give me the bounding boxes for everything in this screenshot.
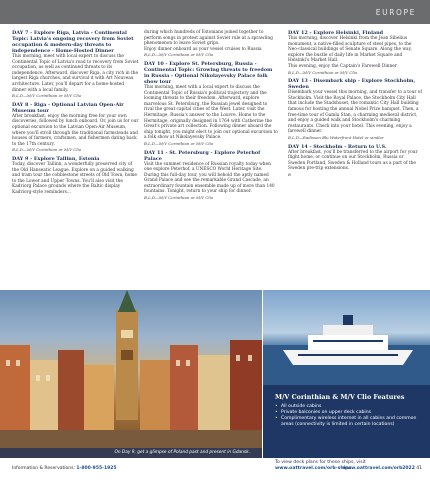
day-body: After breakfast, enjoy the morning free for your own discoveries, followed by lunch onboard. Or, join us for our optional excursion to the Latvian Open-Air Museum, where you'll stroll through the traditional farmsteads and houses of farmers, craftsmen, and fishermen dating back to the 17th century. [12,113,139,147]
footer-url[interactable]: www.oattravel.com/orb2022 [342,466,415,471]
day-body: Disembark your vessel this morning, and transfer to a tour of Stockholm. Visit the Royal Palace, the Stockholm City Hall that include the Stadshuset, the romantic City Hall building famous for hosting the annual Nobel Prize banquet. Then, a free-time tour of Gamla Stan, a charming medieval district, and enjoy a guided walk and Stockholm's charming restaurants. Check into your hotel. This evening, enjoy a farewell dinner. [288,90,422,135]
meals-note: B,L,D—M/V Corinthian or M/V Clio [12,93,82,99]
gdansk-photo [0,290,262,458]
meals-note: B,L,D—Radisson Blu Waterfront Hotel or similar [288,134,384,140]
day-body-note: Enjoy dinner onboard as your vessel cruises to Russia [144,46,262,52]
section-label: EUROPE [375,8,416,17]
reservations-phone[interactable]: 1-800-955-1925 [76,466,117,471]
feature-text: Private balconies on upper deck cabins [281,410,372,415]
meals-note: B,L,D—M/V Corinthian or M/V Clio [144,140,214,146]
promo-text: To view deck plans for these ships, visit [275,460,366,465]
day-title: DAY 12 - Explore Helsinki, Finland [288,30,384,36]
meals-note: B,L,D—M/V Corinthian or M/V Clio [288,69,358,75]
day-body: Today, discover Tallinn, a wonderfully preserved city of the Old Hanseatic League. Explore on a guided walking and tram tour the cobblestone streets of Old Town, home to the Lower and Upper Towns. You'll also visit the Kadriorg Palace grounds where the Baltic display Kadriorg-style reminders... [12,161,137,195]
meals-note: B,L,D—M/V Corinthian or M/V Clio [12,147,82,153]
day-title: DAY 9 - Explore Tallinn, Estonia [12,155,100,162]
footer-right [343,466,422,471]
photo-caption: On Day 9, get a glimpse of Poland past and present in Gdansk. [114,450,250,455]
features-title: M/V Corinthian & M/V Clio Features [275,393,405,401]
feature-text: All outside cabins [281,404,322,409]
reservations-info [12,466,116,471]
deck-plans-link[interactable]: www.oattravel.com/orb-ships [275,465,352,471]
ship-photo [263,290,430,385]
day-body: This morning, meet with local expert to discuss the Continental Topic of Latvia's road to recovery from Soviet occupation, as well as continued threats to its independence. Afterward, discover Riga, a city rich in the largest Riga churches, and survival it with Art Nouveau architecture. Later, you'll depart for a home-hosted dinner with a local family. [12,54,139,93]
page-footer [12,466,422,476]
meals-note: B [288,171,291,177]
meals-note: B,L,D—M/V Corinthian or M/V Clio [144,195,214,201]
day-body: Visit the summer residence of Russian royalty today when one explore Peterhof, a UNESCO World Heritage Site. During this full-day tour, you will behold the aptly named Grand Palace and see the remarkable Grand Cascade, an extraordinary fountain ensemble made up of more than 140 fountains. Tonight, return to your ship for dinner. [144,161,275,195]
ship-features-box [263,385,430,458]
photo-strip [0,290,430,458]
day-title: DAY 13 - Disembark ship - Explore Stockholm, Sweden [288,78,416,91]
gdansk-illustration [0,290,262,458]
photo-caption-bar [0,448,262,458]
day-title: DAY 11 - St. Petersburg - Explore Peterhof Palace [144,149,261,162]
itinerary-column-2 [144,30,278,203]
section-header-band [0,0,430,24]
day-body: This morning, meet with a local expert to discuss the Continental Topic of Russia's political trajectory and the looming threats to their freedom. Afterward, explore marvelous St. Petersburg, the Russian jewel designed to rival the great capital cities of the West. Later, visit the Hermitage, Russia's answer to the Louvre. Home to the Hermitage, originally designed in 1764 with Catherine the Great's private art collection. Following dinner aboard the ship tonight, you might elect to join our optional excursion to a folk show at Nikolayevsky Palace. [144,84,278,141]
day-body: After breakfast, you'll be transferred to the airport for your flight home, or continue on our Stockholm, Russia or Sweden Portland, Sweden & Holland tours as a part of the Sweden pre-trip extensions. [288,149,418,172]
day-body: during which hundreds of Estonians joined together to perform songs in protest against Soviet rule at a sprawling phenomenon to leave Soviet grips. [144,30,273,47]
feature-text: Complimentary wireless internet in all cabins and common areas (connectivity is limited in certain locations) [281,416,417,427]
day-title: DAY 7 - Explore Riga, Latvia - Continental Topic: Latvia's ongoing recovery from Soviet occupation & modern-day threats to independence - Home-Hosted Dinner [12,30,134,54]
day-title: DAY 10 - Explore St. Petersburg, Russia - Continental Topic: Growing threats to freedom in Russia - Optional Nikolayevsky Palace folk show tour [144,60,273,85]
day-body-note: This evening, enjoy the Captain's Farewell Dinner [288,63,397,69]
bullet-icon: • [275,410,278,415]
day-title: DAY 8 - Riga - Optional Latvian Open-Air Museum tour [12,101,124,114]
day-title: DAY 14 - Stockholm - Return to U.S. [288,143,387,150]
bullet-icon: • [275,404,278,409]
itinerary-column-1 [12,30,139,195]
feature-item [275,416,418,428]
reservations-label: Information & Reservations: [12,466,75,471]
bullet-icon: • [275,416,278,421]
day-body: This morning, discover Helsinki from the Jean Sibelius monument, a native-filled sculpture of steel pipes, to the Neo-classical buildings of Senate Square. Along the way, explore the bustle of daily life in Market Square and Helsinki's Market Hall. [288,36,412,64]
ship-illustration [263,290,430,385]
meals-note: B,L,D—M/V Corinthian or M/V Clio [144,52,214,58]
page-number: 41 [416,466,422,471]
itinerary-column-3 [288,30,422,179]
